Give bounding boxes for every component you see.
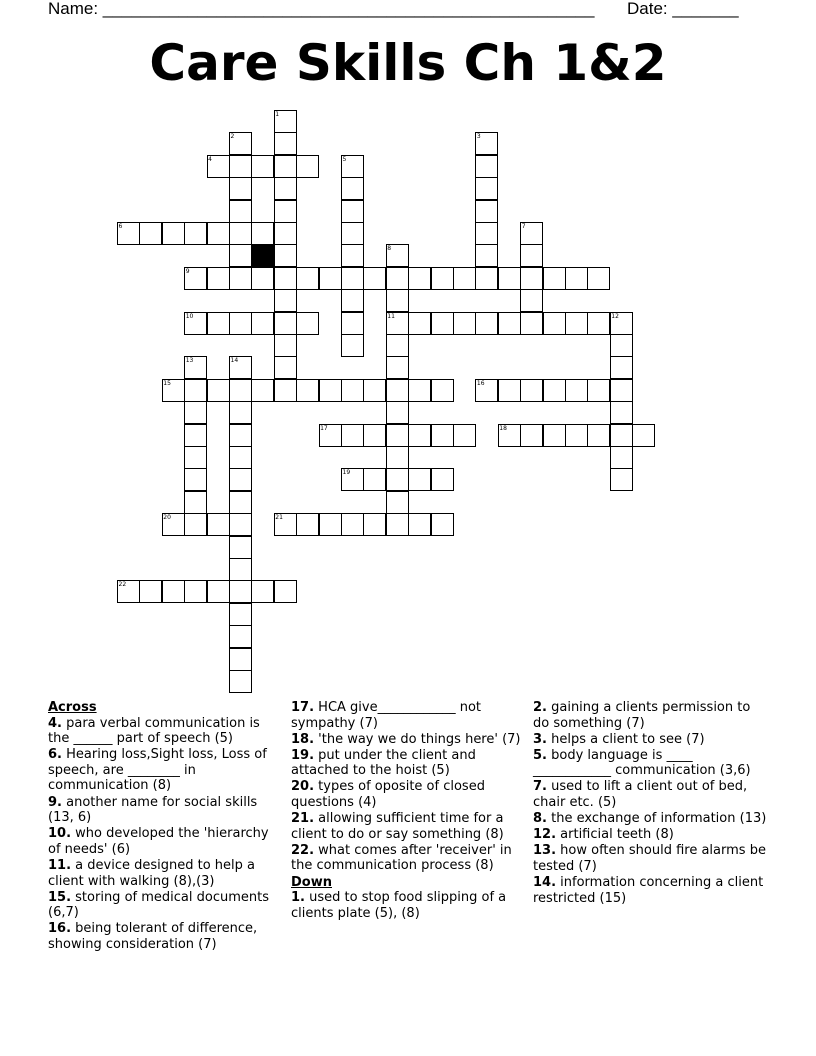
grid-cell[interactable]	[587, 312, 610, 335]
down-heading: Down	[291, 874, 332, 890]
grid-cell[interactable]	[408, 513, 431, 536]
clues-column-1	[48, 700, 280, 953]
grid-cell[interactable]	[251, 580, 274, 603]
grid-cell[interactable]	[453, 312, 476, 335]
clue-number: 5.	[533, 747, 547, 763]
grid-number: 5	[342, 155, 347, 163]
grid-cell[interactable]	[319, 267, 342, 290]
clue-text: being tolerant of difference, showing consideration (7)	[48, 921, 258, 952]
grid-cell[interactable]	[498, 312, 521, 335]
clue-text: a device designed to help a client with walking (8),(3)	[48, 857, 255, 889]
clue-number: 19.	[291, 747, 315, 763]
across-clue	[291, 748, 523, 779]
clue-text: storing of medical documents (6,7)	[48, 889, 269, 921]
grid-cell[interactable]	[229, 670, 252, 693]
grid-cell[interactable]	[184, 424, 207, 447]
grid-cell[interactable]	[274, 379, 297, 402]
grid-cell[interactable]	[229, 244, 252, 267]
grid-cell[interactable]	[565, 267, 588, 290]
grid-cell[interactable]	[431, 267, 454, 290]
grid-cell[interactable]	[184, 513, 207, 536]
grid-number: 19	[342, 469, 351, 477]
grid-cell[interactable]	[520, 267, 543, 290]
grid-number: 20	[163, 514, 171, 522]
grid-cell[interactable]	[274, 356, 297, 379]
grid-cell[interactable]	[229, 625, 252, 648]
grid-cell[interactable]	[408, 468, 431, 491]
grid-cell[interactable]	[184, 222, 207, 245]
clue-number: 12.	[533, 827, 557, 843]
grid-cell[interactable]	[520, 244, 543, 267]
clue-text: what comes after 'receiver' in the communication process (8)	[291, 842, 512, 874]
grid-cell[interactable]	[207, 580, 230, 603]
grid-cell[interactable]	[207, 222, 230, 245]
grid-cell[interactable]	[363, 379, 386, 402]
grid-cell[interactable]	[274, 222, 297, 245]
grid-cell[interactable]	[251, 155, 274, 178]
grid-number: 6	[118, 223, 123, 230]
clue-number: 13.	[533, 843, 557, 859]
grid-cell[interactable]	[408, 424, 431, 447]
down-clue	[533, 748, 769, 779]
grid-cell[interactable]	[408, 312, 431, 335]
grid-cell[interactable]	[319, 513, 342, 536]
grid-cell[interactable]	[386, 491, 409, 514]
grid-number: 14	[230, 357, 239, 365]
grid-cell[interactable]	[565, 424, 588, 447]
shaded-cell	[251, 244, 274, 267]
down-clue	[533, 700, 769, 731]
grid-cell[interactable]	[475, 155, 498, 178]
clue-text: para verbal communication is the ______ part of speech (5)	[48, 715, 260, 747]
grid-cell[interactable]	[296, 155, 319, 178]
grid-cell[interactable]	[520, 379, 543, 402]
clue-number: 7.	[533, 779, 547, 795]
grid-cell[interactable]	[229, 536, 252, 559]
grid-cell[interactable]	[229, 648, 252, 671]
grid-cell[interactable]	[229, 603, 252, 626]
clue-text: information concerning a client restricted (15)	[533, 875, 764, 906]
grid-cell[interactable]	[341, 424, 364, 447]
grid-cell[interactable]	[341, 289, 364, 312]
grid-cell[interactable]	[543, 379, 566, 402]
grid-cell[interactable]	[229, 558, 252, 581]
grid-cell[interactable]	[251, 312, 274, 335]
across-clue	[291, 779, 523, 810]
grid-cell[interactable]	[386, 513, 409, 536]
grid-cell[interactable]	[543, 312, 566, 335]
grid-cell[interactable]	[386, 334, 409, 357]
grid-cell[interactable]	[229, 513, 252, 536]
grid-cell[interactable]	[184, 491, 207, 514]
grid-cell[interactable]	[229, 424, 252, 447]
grid-cell[interactable]	[520, 289, 543, 312]
grid-cell[interactable]	[431, 424, 454, 447]
clue-text: Hearing loss,Sight loss, Loss of speech, are ________ in communication (8)	[48, 747, 267, 794]
grid-cell[interactable]	[341, 334, 364, 357]
clue-number: 3.	[533, 731, 547, 747]
grid-number: 10	[185, 312, 194, 320]
down-clue	[533, 779, 769, 810]
clue-text: artificial teeth (8)	[556, 827, 674, 843]
grid-cell[interactable]	[386, 401, 409, 424]
grid-cell[interactable]	[520, 312, 543, 335]
grid-cell[interactable]	[274, 289, 297, 312]
clue-text: helps a client to see (7)	[546, 731, 705, 747]
grid-cell[interactable]	[431, 513, 454, 536]
clue-text: body language is ____ ____________ communication (3,6)	[533, 747, 751, 779]
grid-cell[interactable]	[408, 379, 431, 402]
grid-cell[interactable]	[431, 468, 454, 491]
clues-column-2	[291, 700, 523, 922]
grid-number: 16	[476, 379, 485, 387]
grid-cell[interactable]	[319, 379, 342, 402]
grid-cell[interactable]	[386, 468, 409, 491]
grid-cell[interactable]	[296, 379, 319, 402]
grid-cell[interactable]	[184, 379, 207, 402]
clue-text: another name for social skills (13, 6)	[48, 794, 258, 826]
grid-cell[interactable]	[207, 513, 230, 536]
grid-number: 22	[118, 581, 127, 589]
grid-number: 9	[185, 267, 190, 275]
across-clue	[291, 732, 523, 748]
clue-text: how often should fire alarms be tested (7)	[533, 843, 766, 874]
grid-cell[interactable]	[610, 379, 633, 402]
grid-cell[interactable]	[587, 379, 610, 402]
grid-number: 1	[275, 111, 280, 118]
grid-cell[interactable]	[632, 424, 655, 447]
grid-cell[interactable]	[431, 379, 454, 402]
grid-cell[interactable]	[139, 222, 162, 245]
clue-number: 8.	[533, 811, 547, 827]
clue-number: 15.	[48, 889, 72, 905]
grid-cell[interactable]	[475, 177, 498, 200]
clue-number: 17.	[291, 700, 315, 715]
across-clue	[48, 747, 280, 794]
grid-cell[interactable]	[341, 200, 364, 223]
name-field-line: Name: ____________________________________________________	[48, 0, 595, 18]
grid-cell[interactable]	[251, 379, 274, 402]
grid-cell[interactable]	[610, 468, 633, 491]
grid-cell[interactable]	[251, 222, 274, 245]
down-clue	[533, 843, 769, 874]
across-clue	[48, 921, 280, 952]
grid-cell[interactable]	[229, 312, 252, 335]
across-clue	[48, 795, 280, 826]
clue-text: gaining a clients permission to do something (7)	[533, 700, 751, 731]
clue-text: put under the client and attached to the hoist (5)	[291, 747, 476, 779]
grid-cell[interactable]	[184, 401, 207, 424]
grid-cell[interactable]	[274, 177, 297, 200]
grid-number: 8	[387, 245, 392, 253]
clue-text: 'the way we do things here' (7)	[314, 731, 521, 747]
grid-cell[interactable]	[229, 267, 252, 290]
grid-cell[interactable]	[229, 222, 252, 245]
across-heading: Across	[48, 700, 97, 715]
date-field-line: Date: _______	[627, 0, 739, 18]
grid-number: 7	[521, 223, 526, 230]
clue-text: who developed the 'hierarchy of needs' (6)	[48, 826, 269, 857]
grid-cell[interactable]	[184, 468, 207, 491]
grid-cell[interactable]	[341, 244, 364, 267]
clue-text: allowing sufficient time for a client to do or say something (8)	[291, 811, 504, 842]
grid-cell[interactable]	[475, 312, 498, 335]
grid-cell[interactable]	[341, 222, 364, 245]
grid-cell[interactable]	[543, 424, 566, 447]
grid-cell[interactable]	[610, 424, 633, 447]
grid-cell[interactable]	[475, 200, 498, 223]
down-clue	[533, 827, 769, 843]
down-clue	[533, 811, 769, 827]
grid-cell[interactable]	[207, 312, 230, 335]
grid-cell[interactable]	[229, 468, 252, 491]
grid-cell[interactable]	[386, 446, 409, 469]
grid-cell[interactable]	[363, 267, 386, 290]
grid-cell[interactable]	[274, 334, 297, 357]
across-clue	[48, 858, 280, 889]
grid-cell[interactable]	[610, 334, 633, 357]
page-title: Care Skills Ch 1&2	[149, 34, 667, 92]
across-clue	[291, 811, 523, 842]
grid-cell[interactable]	[229, 200, 252, 223]
across-clue	[291, 843, 523, 874]
grid-cell[interactable]	[610, 401, 633, 424]
grid-cell[interactable]	[229, 446, 252, 469]
grid-cell[interactable]	[184, 446, 207, 469]
grid-cell[interactable]	[274, 155, 297, 178]
clue-text: used to lift a client out of bed, chair etc. (5)	[533, 779, 748, 811]
grid-cell[interactable]	[386, 267, 409, 290]
clue-text: types of oposite of closed questions (4)	[291, 779, 485, 811]
grid-cell[interactable]	[274, 132, 297, 155]
grid-cell[interactable]	[229, 155, 252, 178]
grid-cell[interactable]	[587, 424, 610, 447]
grid-number: 3	[476, 133, 481, 141]
clue-number: 9.	[48, 794, 62, 810]
grid-cell[interactable]	[587, 267, 610, 290]
clue-text: the exchange of information (13)	[546, 811, 767, 827]
grid-cell[interactable]	[453, 267, 476, 290]
clue-number: 10.	[48, 826, 72, 842]
grid-cell[interactable]	[475, 267, 498, 290]
grid-cell[interactable]	[296, 267, 319, 290]
grid-cell[interactable]	[386, 356, 409, 379]
grid-cell[interactable]	[386, 424, 409, 447]
grid-cell[interactable]	[431, 312, 454, 335]
grid-cell[interactable]	[520, 424, 543, 447]
grid-cell[interactable]	[453, 424, 476, 447]
grid-cell[interactable]	[207, 267, 230, 290]
grid-cell[interactable]	[475, 244, 498, 267]
grid-cell[interactable]	[475, 222, 498, 245]
grid-cell[interactable]	[341, 513, 364, 536]
clue-text: HCA give____________ not sympathy (7)	[291, 700, 482, 731]
grid-number: 4	[208, 155, 212, 163]
grid-cell[interactable]	[565, 312, 588, 335]
grid-cell[interactable]	[408, 267, 431, 290]
grid-cell[interactable]	[543, 267, 566, 290]
clue-number: 11.	[48, 857, 72, 873]
clue-text: used to stop food slipping of a clients plate (5), (8)	[291, 890, 507, 921]
clue-number: 18.	[291, 731, 315, 747]
grid-cell[interactable]	[229, 580, 252, 603]
grid-cell[interactable]	[139, 580, 162, 603]
grid-cell[interactable]	[274, 312, 297, 335]
grid-number: 17	[320, 424, 328, 432]
grid-number: 13	[185, 357, 194, 365]
grid-cell[interactable]	[162, 222, 185, 245]
grid-cell[interactable]	[274, 200, 297, 223]
grid-cell[interactable]	[229, 401, 252, 424]
across-clue	[48, 890, 280, 921]
across-clue	[291, 700, 523, 731]
grid-cell[interactable]	[274, 580, 297, 603]
grid-cell[interactable]	[498, 379, 521, 402]
grid-cell[interactable]	[498, 267, 521, 290]
clue-number: 16.	[48, 921, 72, 937]
grid-cell[interactable]	[207, 379, 230, 402]
grid-cell[interactable]	[386, 379, 409, 402]
grid-cell[interactable]	[251, 267, 274, 290]
clue-number: 4.	[48, 715, 62, 731]
clue-number: 1.	[291, 890, 305, 906]
grid-cell[interactable]	[341, 177, 364, 200]
grid-number: 11	[387, 312, 395, 320]
grid-cell[interactable]	[341, 379, 364, 402]
across-clue	[48, 716, 280, 747]
down-clue	[533, 732, 769, 748]
grid-cell[interactable]	[229, 491, 252, 514]
grid-number: 12	[611, 312, 619, 320]
clue-number: 21.	[291, 811, 315, 827]
grid-number: 15	[163, 379, 171, 387]
clue-number: 14.	[533, 875, 557, 891]
clue-number: 22.	[291, 842, 315, 858]
grid-cell[interactable]	[229, 379, 252, 402]
grid-cell[interactable]	[162, 580, 185, 603]
grid-cell[interactable]	[341, 312, 364, 335]
grid-cell[interactable]	[565, 379, 588, 402]
grid-cell[interactable]	[363, 513, 386, 536]
grid-number: 18	[499, 424, 507, 432]
down-clue	[533, 875, 769, 906]
down-clue	[291, 890, 523, 921]
clues-column-3	[533, 700, 769, 907]
grid-cell[interactable]	[296, 513, 319, 536]
grid-cell[interactable]	[184, 580, 207, 603]
grid-cell[interactable]	[363, 424, 386, 447]
clue-number: 6.	[48, 747, 62, 763]
grid-cell[interactable]	[610, 356, 633, 379]
grid-cell[interactable]	[296, 312, 319, 335]
grid-cell[interactable]	[610, 446, 633, 469]
clue-number: 20.	[291, 779, 315, 795]
clue-number: 2.	[533, 700, 547, 715]
grid-cell[interactable]	[363, 468, 386, 491]
grid-cell[interactable]	[229, 177, 252, 200]
grid-number: 21	[275, 514, 283, 522]
grid-cell[interactable]	[341, 267, 364, 290]
across-clue	[48, 826, 280, 857]
grid-number: 2	[230, 133, 235, 141]
grid-cell[interactable]	[274, 244, 297, 267]
grid-cell[interactable]	[386, 289, 409, 312]
grid-cell[interactable]	[274, 267, 297, 290]
